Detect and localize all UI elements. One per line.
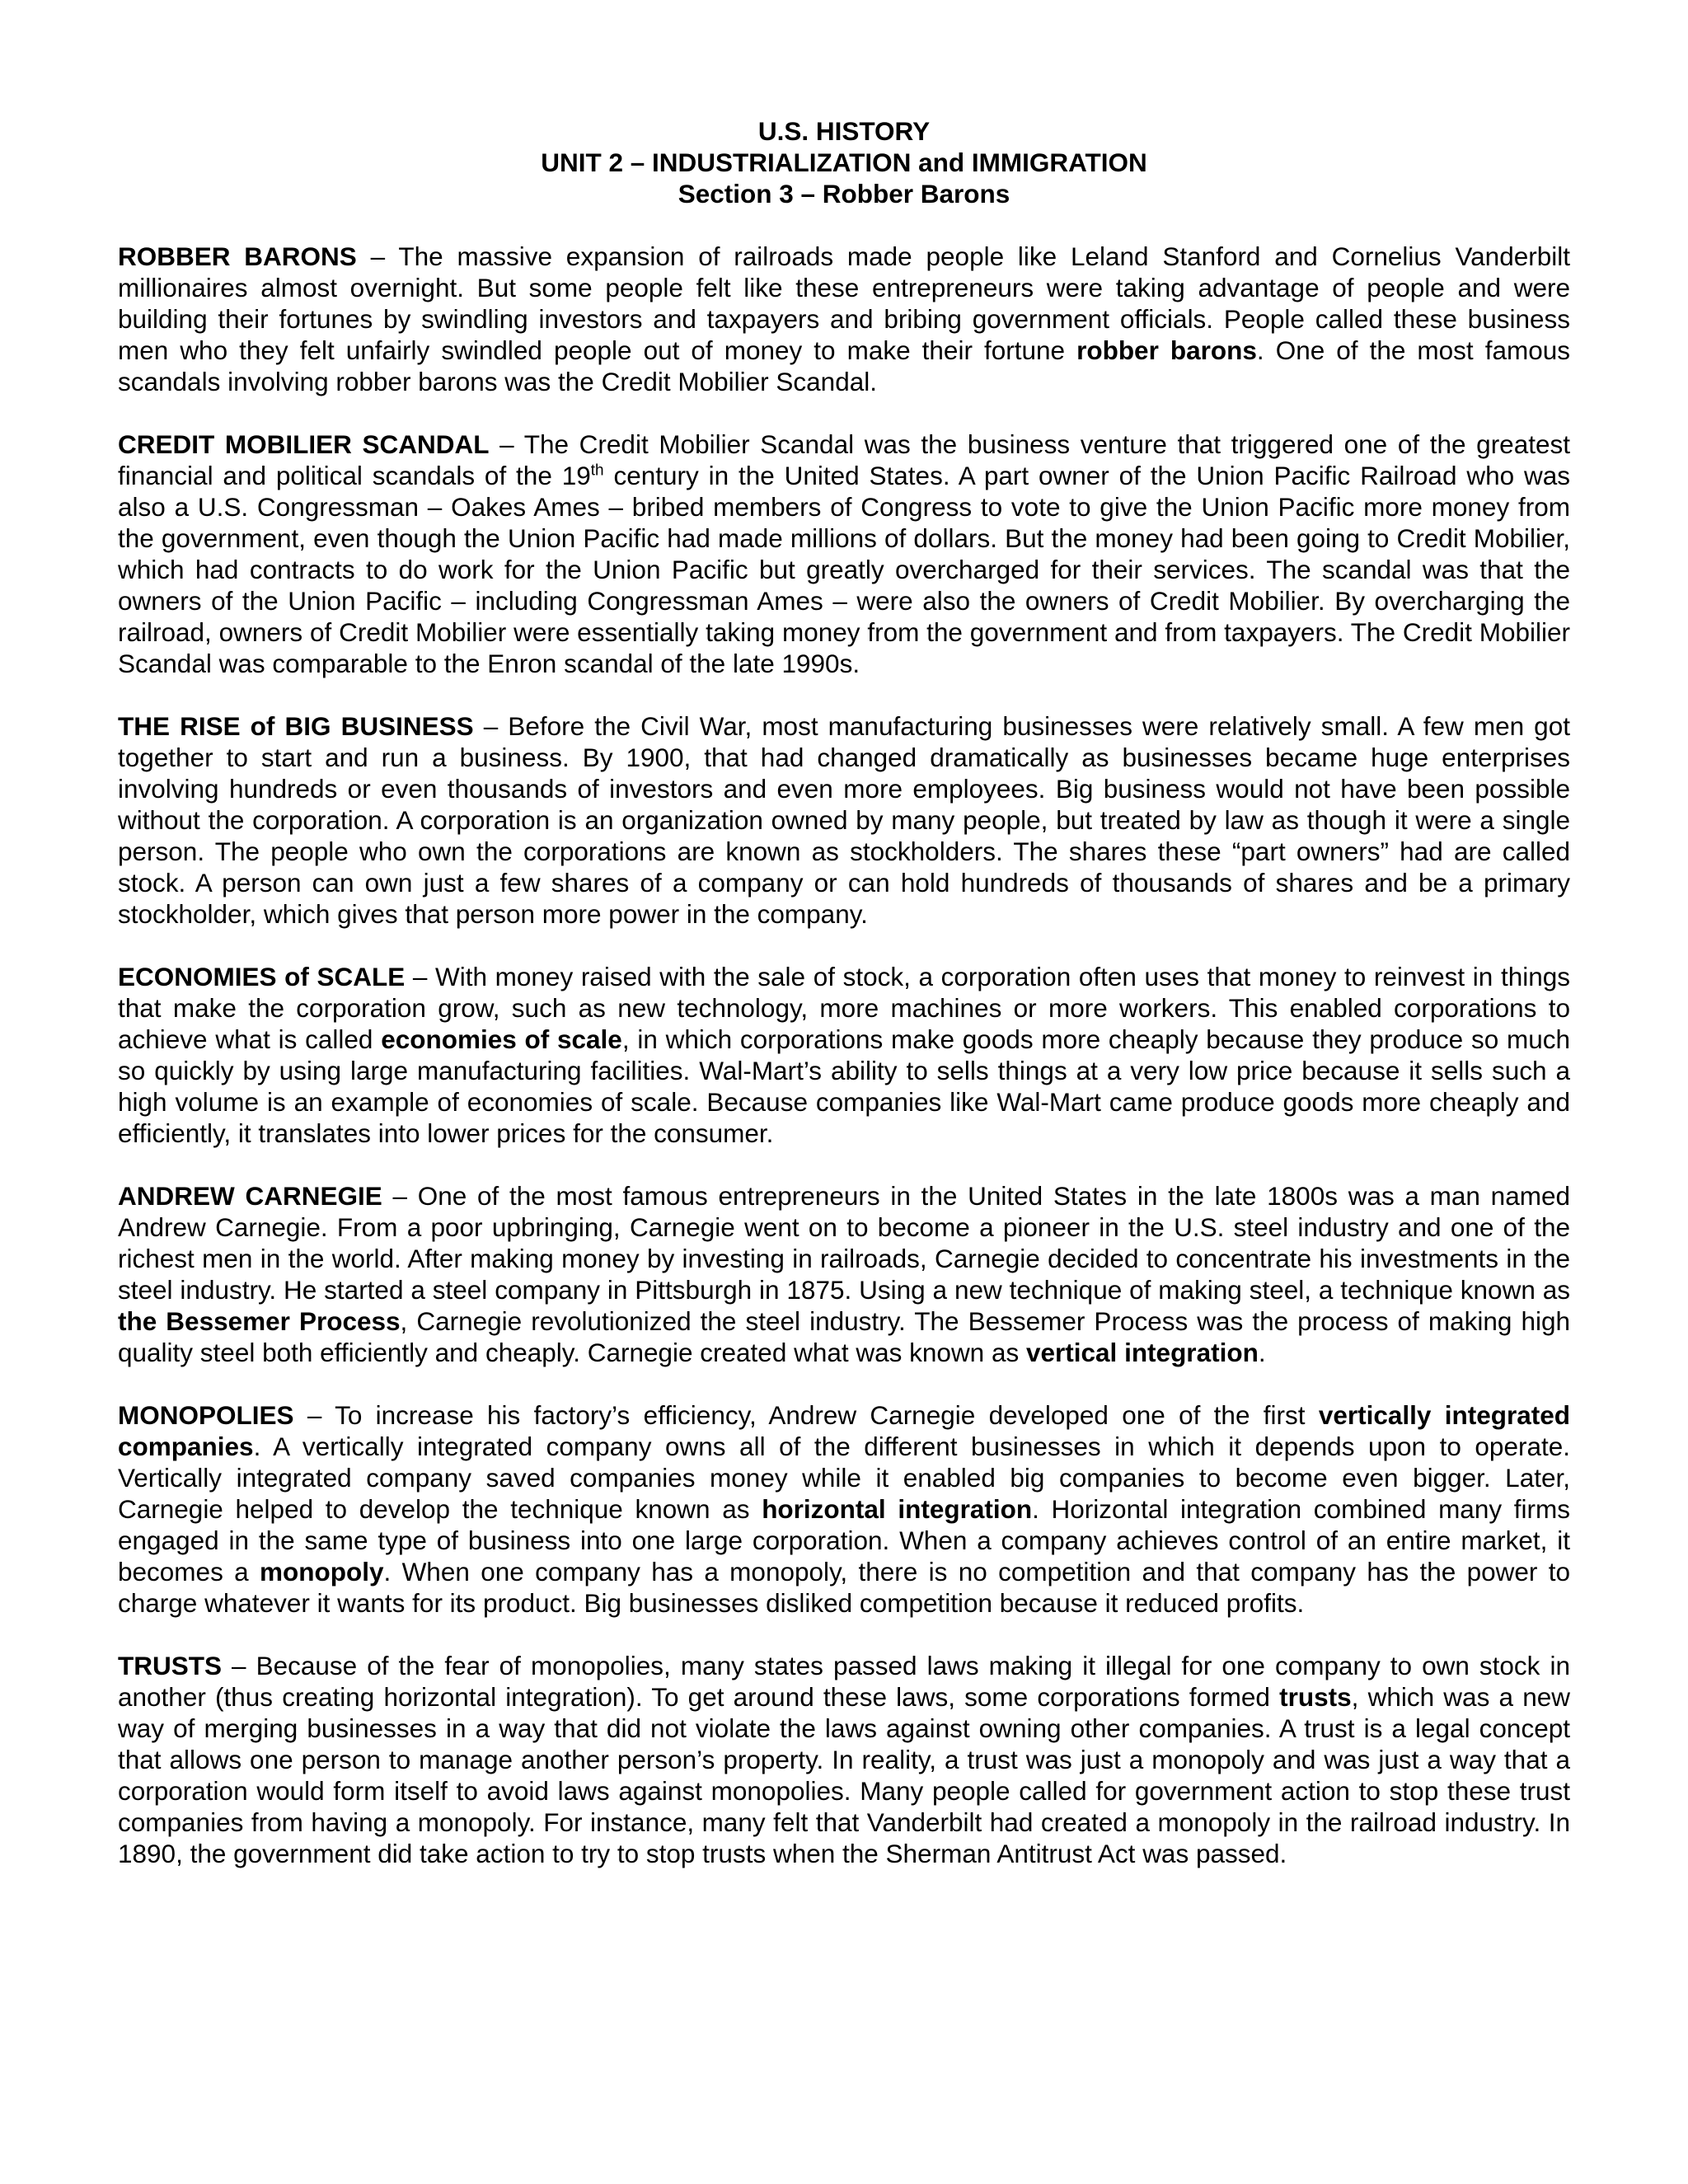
term-monopoly: monopoly (260, 1557, 384, 1586)
paragraph-trusts (118, 1650, 1570, 1869)
heading-economies-of-scale: ECONOMIES of SCALE (118, 962, 406, 991)
text: , Carnegie revolutionized the steel industry. The Bessemer Process was the process of making high quality steel both efficiently and cheaply. Carnegie created what was known as (118, 1306, 1570, 1367)
heading-monopolies: MONOPOLIES (118, 1400, 294, 1430)
text: – The Credit Mobilier Scandal was the business venture that triggered one of the greatest financial and political scandals of the 19 (118, 429, 1570, 490)
paragraph-credit-mobilier (118, 429, 1570, 679)
text: . Horizontal integration combined many firms engaged in the same type of business into one large corporation. When a company achieves control of an entire market, it becomes a (118, 1494, 1571, 1586)
text: – To increase his factory’s efficiency, Andrew Carnegie developed one of the first (293, 1400, 1319, 1430)
term-bessemer-process: the Bessemer Process (118, 1306, 401, 1336)
term-vertically-integrated-companies: vertically integrated companies (118, 1400, 1570, 1461)
text: century in the United States. A part owner of the Union Pacific Railroad who was also a U.S. Congressman – Oakes Ames – bribed members of Congress to vote to give the Union Pacific more money from the government, even though the Union Pacific had made millions of dollars. But the money had been going to Credit Mobilier, which had contracts to do work for the Union Pacific but greatly overcharged for their services. The scandal was that the owners of the Union Pacific – including Congressman Ames – were also the owners of Credit Mobilier. By overcharging the railroad, owners of Credit Mobilier were essentially taking money from the government and from taxpayers. The Credit Mobilier Scandal was comparable to the Enron scandal of the late 1990s. (118, 461, 1570, 678)
term-robber-barons: robber barons (1076, 335, 1257, 365)
ordinal-suffix: th (590, 462, 604, 480)
paragraph-robber-barons (118, 241, 1570, 397)
paragraph-economies-of-scale (118, 961, 1570, 1149)
document-page (118, 115, 1570, 1900)
term-vertical-integration: vertical integration (1025, 1338, 1259, 1367)
heading-credit-mobilier: CREDIT MOBILIER SCANDAL (118, 429, 490, 459)
section-title: Section 3 – Robber Barons (678, 179, 1010, 209)
text: . One of the most famous scandals involving robber barons was the Credit Mobilier Scandal. (118, 335, 1570, 396)
text: – With money raised with the sale of stock, a corporation often uses that money to reinvest in things that make the corporation grow, such as new technology, more machines or more workers. This enabled corporations to achieve what is called (118, 962, 1571, 1054)
text: , in which corporations make goods more cheaply because they produce so much so quickly by using large manufacturing facilities. Wal-Mart’s ability to sells things at a very low price because it sells such a high volume is an example of economies of scale. Because companies like Wal-Mart came produce goods more cheaply and efficiently, it translates into lower prices for the consumer. (118, 1024, 1571, 1148)
unit-title: UNIT 2 – INDUSTRIALIZATION and IMMIGRATION (541, 148, 1147, 177)
text: . A vertically integrated company owns all of the different businesses in which it depends upon to operate. Vertically integrated company saved companies money while it enabled big companies to become even bigger. Later, Carnegie helped to develop the technique known as (118, 1432, 1570, 1524)
paragraph-monopolies (118, 1399, 1570, 1619)
text: – The massive expansion of railroads made people like Leland Stanford and Cornelius Vanderbilt millionaires almost overnight. But some people felt like these entrepreneurs were taking advantage of people and were building their fortunes by swindling investors and taxpayers and bribing government officials. People called these business men who they felt unfairly swindled people out of money to make their fortune (118, 241, 1570, 365)
heading-andrew-carnegie: ANDREW CARNEGIE (118, 1181, 382, 1211)
heading-big-business: THE RISE of BIG BUSINESS (118, 711, 474, 741)
text: , which was a new way of merging businesses in a way that did not violate the laws against owning other companies. A trust is a legal concept that allows one person to manage another person’s property. In reality, a trust was just a monopoly and was just a way that a corporation would form itself to avoid laws against monopolies. Many people called for government action to stop these trust companies from having a monopoly. For instance, many felt that Vanderbilt had created a monopoly in the railroad industry. In 1890, the government did take action to try to stop trusts when the Sherman Antitrust Act was passed. (118, 1682, 1570, 1868)
text: – Because of the fear of monopolies, many states passed laws making it illegal for one company to own stock in another (thus creating horizontal integration). To get around these laws, some corporations formed (118, 1651, 1570, 1712)
heading-robber-barons: ROBBER BARONS (118, 241, 357, 271)
document-header (118, 115, 1570, 209)
text: – Before the Civil War, most manufacturing businesses were relatively small. A few men got together to start and run a business. By 1900, that had changed dramatically as businesses became huge enterprises involving hundreds or even thousands of investors and even more employees. Big business would not have been possible without the corporation. A corporation is an organization owned by many people, but treated by law as though it were a single person. The people who own the corporations are known as stockholders. The shares these “part owners” had are called stock. A person can own just a few shares of a company or can hold hundreds of thousands of shares and be a primary stockholder, which gives that person more power in the company. (118, 711, 1570, 929)
text: – One of the most famous entrepreneurs in the United States in the late 1800s was a man named Andrew Carnegie. From a poor upbringing, Carnegie went on to become a pioneer in the U.S. steel industry and one of the richest men in the world. After making money by investing in railroads, Carnegie decided to concentrate his investments in the steel industry. He started a steel company in Pittsburgh in 1875. Using a new technique of making steel, a technique known as (118, 1181, 1570, 1305)
heading-trusts: TRUSTS (118, 1651, 222, 1680)
text: . (1258, 1338, 1266, 1367)
course-title: U.S. HISTORY (757, 116, 931, 146)
text: . When one company has a monopoly, there is no competition and that company has the power to charge whatever it wants for its product. Big businesses disliked competition because it reduced profits. (118, 1557, 1570, 1618)
term-trusts: trusts (1279, 1682, 1352, 1712)
term-horizontal-integration: horizontal integration (762, 1494, 1033, 1524)
term-economies-of-scale: economies of scale (381, 1024, 622, 1054)
paragraph-andrew-carnegie (118, 1180, 1570, 1368)
paragraph-big-business (118, 710, 1570, 930)
